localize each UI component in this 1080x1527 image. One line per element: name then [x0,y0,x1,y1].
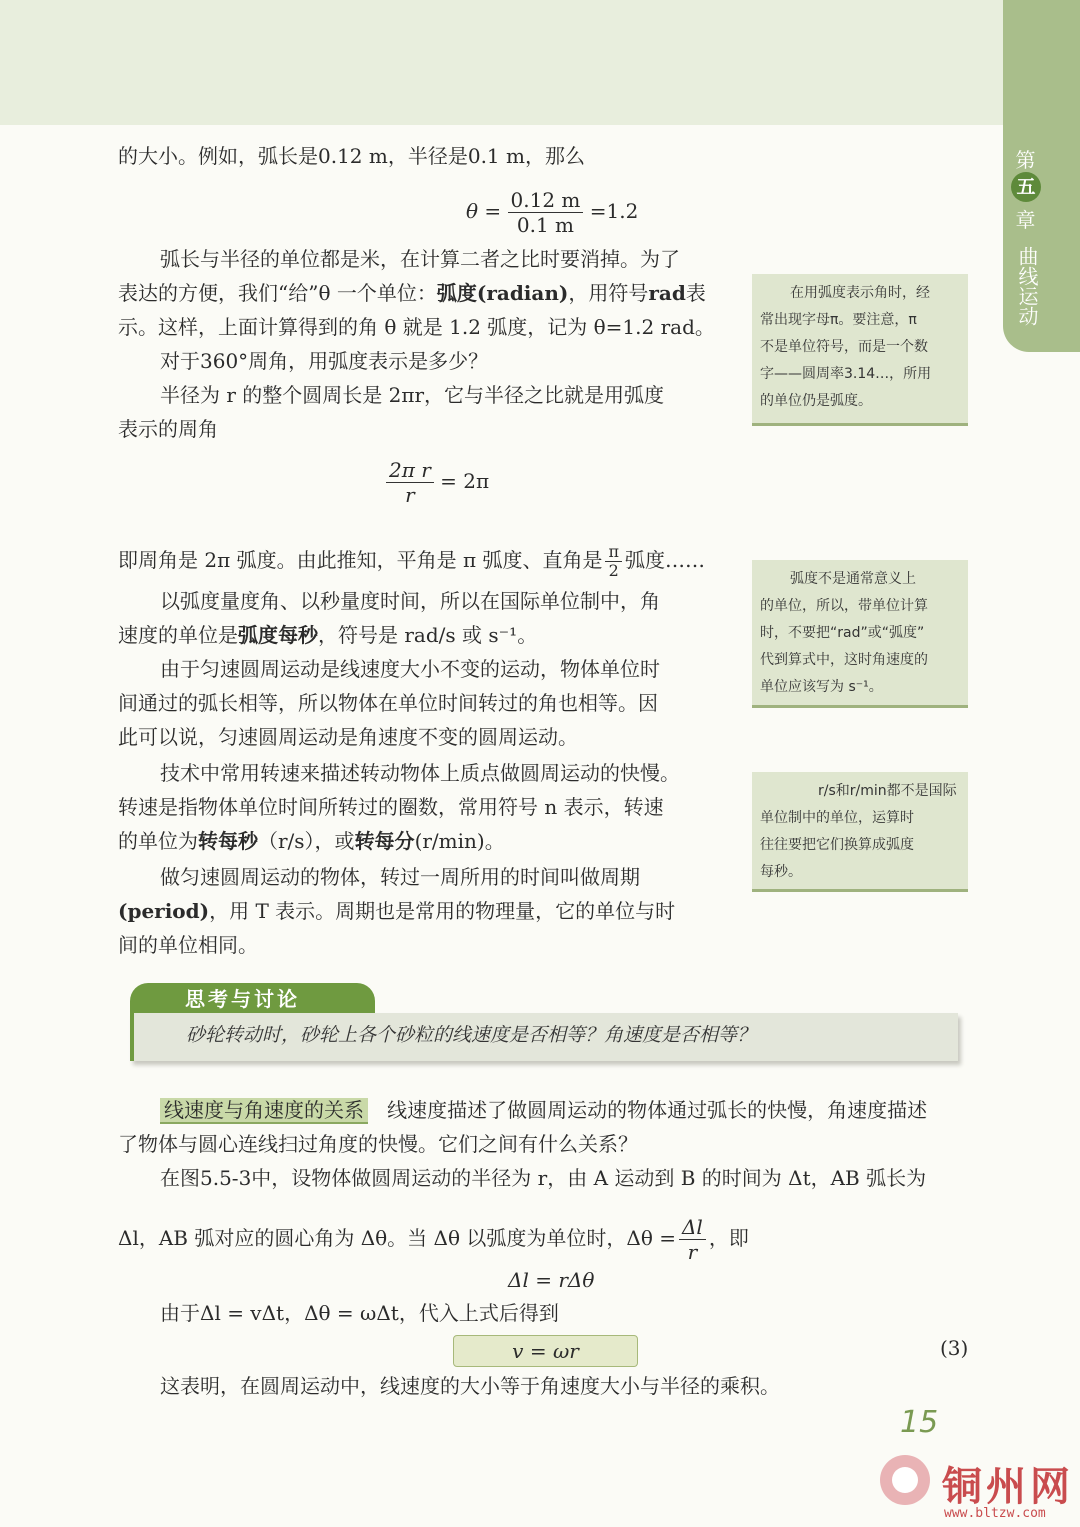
numerator: Δl [679,1215,706,1240]
chapter-suffix: 章 [1015,208,1036,232]
text-span: ，用 T 表示。周期也是常用的物理量，它的单位与时 [209,899,676,923]
text-line: 以弧度量度角、以秒量度时间，所以在国际单位制中，角 [160,589,660,613]
note-line: 常出现字母π。要注意，π [760,312,917,328]
page-number: 15 [900,1405,939,1440]
note-line: 弧度不是通常意义上 [790,571,916,587]
text-span: 表达的方便，我们“给”θ 一个单位： [118,281,437,305]
term-period: (period) [118,899,210,923]
text-line: 了物体与圆心连线扫过角度的快慢。它们之间有什么关系？ [118,1132,638,1156]
text-line: 对于360°周角，用弧度表示是多少？ [160,349,489,373]
text-line: 这表明，在圆周运动中，线速度的大小等于角速度大小与半径的乘积。 [160,1374,780,1398]
fraction [386,458,434,507]
text-line: 间通过的弧长相等，所以物体在单位时间转过的角也相等。因 [118,691,658,715]
formula-full-angle [386,458,489,507]
margin-note-2 [752,560,968,708]
fraction [605,543,622,580]
text-line: 转速是指物体单位时间所转过的圈数，常用符号 n 表示，转速 [118,795,664,819]
term-rpm: 转每分 [354,829,415,853]
text-line: 由于匀速圆周运动是线速度大小不变的运动，物体单位时 [160,657,660,681]
margin-note-1 [752,274,968,426]
text-span: 表 [685,281,706,305]
watermark-name: 铜州网 [942,1463,1074,1510]
text-line [118,543,718,580]
term-rad-per-sec: 弧度每秒 [238,623,318,647]
text-line [118,828,718,854]
note-line: 单位应该写为 s⁻¹。 [760,679,883,695]
note-line: 的单位仍是弧度。 [760,393,872,409]
fraction [679,1215,706,1264]
text-line: 由于Δl = vΔt，Δθ = ωΔt，代入上式后得到 [160,1301,559,1325]
text-line: 此可以说，匀速圆周运动是角速度不变的圆周运动。 [118,725,578,749]
text-span: 弧度…… [624,548,705,572]
text-line: 的大小。例如，弧长是0.12 m，半径是0.1 m，那么 [118,144,585,168]
note-line: 时，不要把“rad”或“弧度” [760,625,925,641]
fraction [508,188,584,237]
text-span: 速度的单位是 [118,623,238,647]
text-span: ，符号是 rad/s 或 s⁻¹。 [318,623,538,647]
watermark-logo-icon [880,1455,930,1505]
text-line: 弧长与半径的单位都是米，在计算二者之比时要消掉。为了 [160,247,680,271]
note-line: 在用弧度表示角时，经 [790,285,930,301]
term-rad: rad [648,281,686,305]
chapter-prefix: 第 [1015,148,1036,172]
text-line: 间的单位相同。 [118,933,258,957]
note-line: 不是单位符号，而是一个数 [760,339,928,355]
note-line: 往往要把它们换算成弧度 [760,837,914,853]
formula-rhs: = 2π [440,469,490,493]
chapter-number-badge: 五 [1011,172,1041,202]
chapter-title: 曲线运动 [1015,246,1039,326]
text-span: (r/min)。 [414,829,505,853]
watermark-url: www.bltzw.com [944,1506,1046,1521]
note-line: 每秒。 [760,864,802,880]
formula-lhs: θ = [466,199,502,223]
margin-note-3 [752,772,968,892]
text-span: Δl，AB 弧对应的圆心角为 Δθ。当 Δθ 以弧度为单位时，Δθ = [118,1226,676,1250]
formula-rhs: =1.2 [589,199,639,223]
note-line: 单位制中的单位，运算时 [760,810,914,826]
text-line [160,1097,980,1123]
numerator: π [605,543,622,562]
formula-box: v = ωr [453,1335,638,1367]
term-radian: 弧度(radian) [436,281,569,305]
equation-number: (3) [940,1336,969,1360]
denominator: 0.1 m [516,213,575,237]
discussion-question: 砂轮转动时，砂轮上各个砂粒的线速度是否相等？角速度是否相等？ [130,1013,958,1061]
text-span: 的单位为 [118,829,198,853]
discussion-title: 思考与讨论 [130,983,375,1015]
text-span: 线速度描述了做圆周运动的物体通过弧长的快慢，角速度描述 [387,1098,928,1122]
text-line [118,622,718,648]
numerator: 0.12 m [508,188,584,213]
numerator: 2π r [386,458,434,483]
chapter-tab [1003,0,1080,352]
text-line: 半径为 r 的整个圆周长是 2πr，它与半径之比就是用弧度 [160,383,665,407]
note-line: 代到算式中，这时角速度的 [760,652,928,668]
denominator: r [405,483,415,507]
text-span: ，即 [708,1226,749,1250]
term-rps: 转每秒 [198,829,258,853]
text-span: 即周角是 2π 弧度。由此推知，平角是 π 弧度、直角是 [118,548,603,572]
formula-arc: Δl = rΔθ [508,1268,595,1292]
text-line [118,1215,978,1264]
note-line: r/s和r/min都不是国际 [818,783,957,799]
section-title: 线速度与角速度的关系 [160,1098,368,1124]
text-line: 示。这样，上面计算得到的角 θ 就是 1.2 弧度，记为 θ=1.2 rad。 [118,315,715,339]
text-line: 技术中常用转速来描述转动物体上质点做圆周运动的快慢。 [160,761,680,785]
text-span: （r/s），或 [258,829,355,853]
text-span: ，用符号 [568,281,649,305]
text-line: 做匀速圆周运动的物体，转过一周所用的时间叫做周期 [160,865,640,889]
header-band [0,0,1080,125]
formula-theta [466,188,638,237]
note-line: 的单位，所以，带单位计算 [760,598,928,614]
text-line: 表示的周角 [118,417,218,441]
denominator: r [687,1240,698,1264]
text-line [118,280,718,306]
note-line: 字——圆周率3.14…，所用 [760,366,932,382]
text-line [118,898,718,924]
denominator: 2 [608,561,619,580]
text-line: 在图5.5-3中，设物体做圆周运动的半径为 r，由 A 运动到 B 的时间为 Δt，AB 弧长为 [160,1166,927,1190]
